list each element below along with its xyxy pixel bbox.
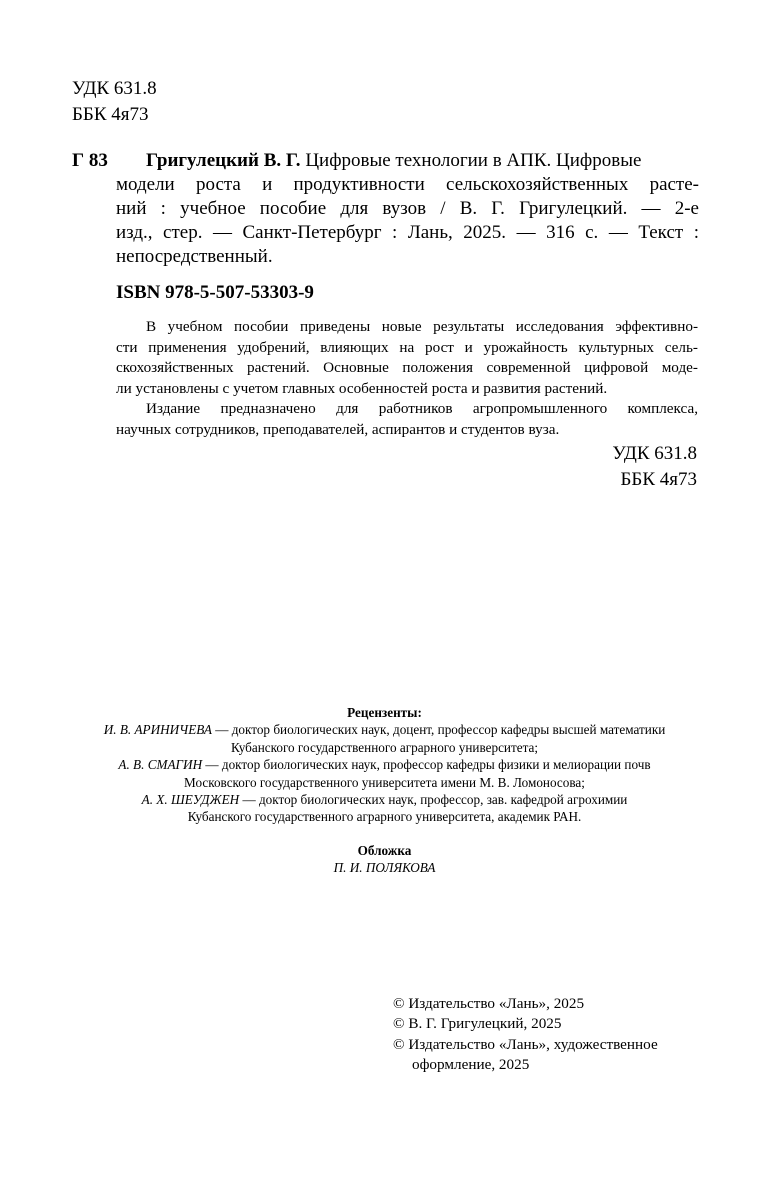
reviewer-2-name: А. В. СМАГИН: [118, 757, 203, 773]
annotation-p2-l2: научных сотрудников, преподавателей, аспирантов и студентов вуза.: [116, 420, 560, 438]
udk-block-right: [560, 441, 697, 493]
reviewer-3-affiliation: Кубанского государственного аграрного университета, академик РАН.: [187, 809, 582, 825]
reviewer-2-affiliation: Московского государственного университета имени М. В. Ломоносова;: [184, 774, 585, 790]
reviewer-1-affiliation: Кубанского государственного аграрного университета;: [230, 739, 539, 755]
entry-line-1: [116, 149, 699, 173]
copyright-line-3: © Издательство «Лань», художественное: [393, 1035, 658, 1053]
annotation-p1-l4: ли установлены с учетом главных особенностей роста и развития растений.: [116, 379, 608, 397]
reviewer-1-title: — доктор биологических наук, доцент, профессор кафедры высшей математики: [211, 722, 666, 738]
annotation: [116, 317, 698, 441]
copyright-line-4: оформление, 2025: [412, 1056, 530, 1074]
copyright-line-1: © Издательство «Лань», 2025: [393, 995, 585, 1012]
copyright-line-2: © В. Г. Григулецкий, 2025: [393, 1015, 562, 1033]
reviewers-heading: Рецензенты:: [347, 705, 422, 720]
annotation-p1-l1: В учебном пособии приведены новые результаты исследования эффективно-: [146, 318, 698, 335]
reviewer-3: [40, 791, 729, 826]
reviewer-2-title: — доктор биологических наук, профессор кафедры физики и мелиорации почв: [202, 757, 651, 773]
author-sign: Г 83: [72, 150, 108, 171]
cover-heading: Обложка: [357, 843, 412, 858]
annotation-p1-l3: скохозяйственных растений. Основные положения современной цифровой моде-: [116, 359, 698, 377]
udk-block-top: [72, 76, 157, 128]
reviewer-2: [40, 756, 729, 791]
reviewer-3-title: — доктор биологических наук, профессор, зав. кафедрой агрохимии: [239, 792, 628, 808]
entry-line-2: модели роста и продуктивности сельскохозяйственных расте-: [116, 174, 699, 195]
entry-author: Григулецкий В. Г.: [146, 150, 301, 171]
entry-line-4: изд., стер. — Санкт-Петербург : Лань, 2025. — 316 с. — Текст :: [116, 222, 699, 243]
entry-title-start: Цифровые технологии в АПК. Цифровые: [305, 150, 642, 171]
annotation-p1-l2: сти применения удобрений, влияющих на рост и урожайность культурных сель-: [116, 338, 698, 356]
reviewers-block: [40, 704, 729, 826]
copyright-block: [393, 994, 703, 1076]
isbn: ISBN 978-5-507-53303-9: [116, 282, 314, 303]
udk-code-right: УДК 631.8: [612, 443, 697, 464]
entry-line-3: ний : учебное пособие для вузов / В. Г. Григулецкий. — 2-е: [116, 198, 699, 219]
cover-credit: [200, 842, 569, 877]
bbk-code: ББК 4я73: [72, 104, 149, 125]
cover-designer: П. И. ПОЛЯКОВА: [333, 860, 436, 876]
bibliographic-entry: [116, 149, 699, 269]
reviewer-1-name: И. В. АРИНИЧЕВА: [103, 722, 212, 738]
bbk-code-right: ББК 4я73: [620, 469, 697, 490]
reviewer-3-name: А. Х. ШЕУДЖЕН: [141, 792, 240, 808]
entry-line-5: непосредственный.: [116, 246, 273, 267]
annotation-p2-l1: Издание предназначено для работников агропромышленного комплекса,: [146, 400, 698, 418]
udk-code: УДК 631.8: [72, 78, 157, 99]
reviewer-1: [40, 721, 729, 756]
